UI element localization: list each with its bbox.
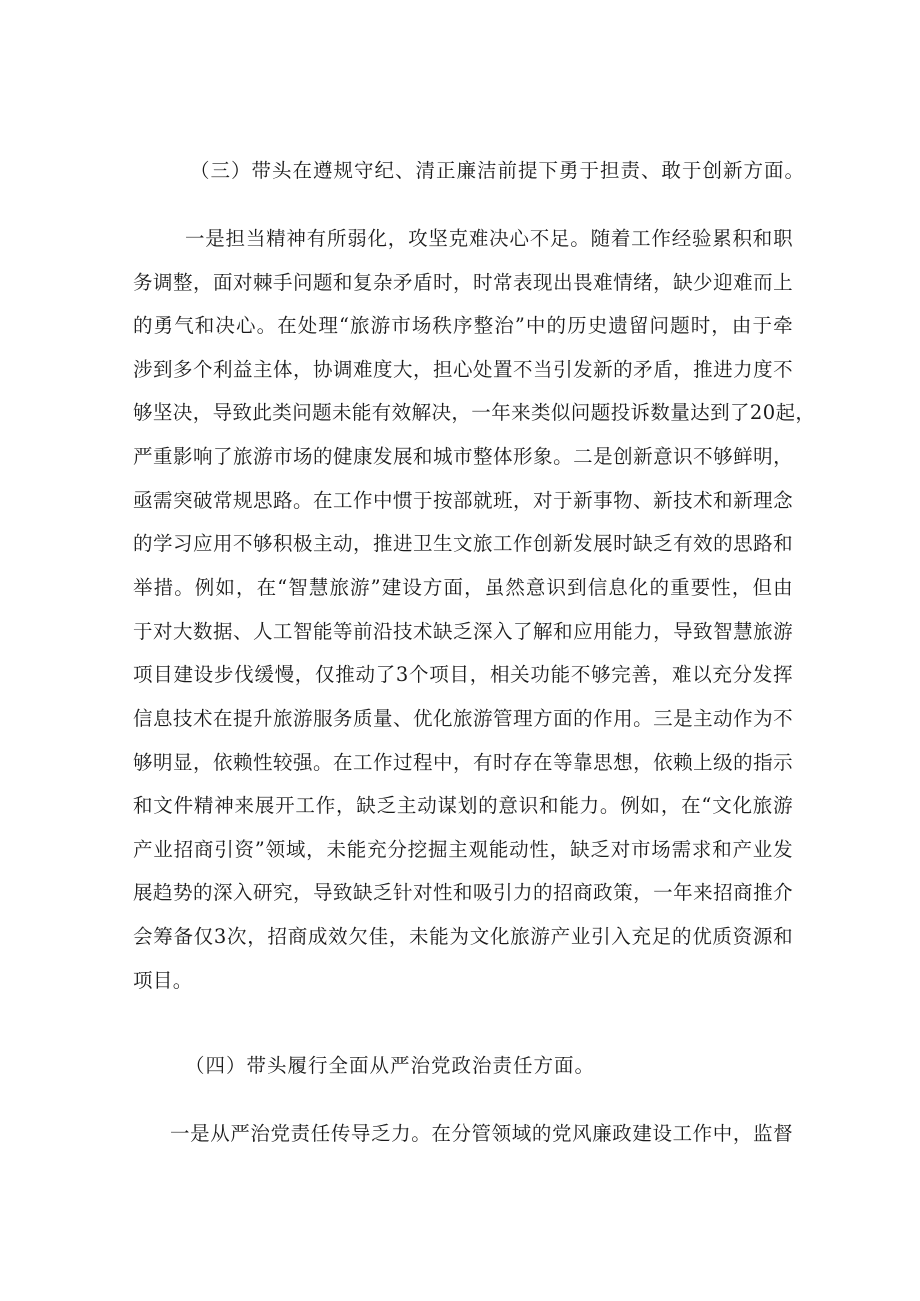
section-four-heading: （四）带头履行全面从严治党政治责任方面。 [185, 1054, 596, 1077]
paragraph-line: 信息技术在提升旅游服务质量、优化旅游管理方面的作用。三是主动作为不 [133, 707, 793, 730]
paragraph-line: 项目建设步伐缓慢，仅推动了3个项目，相关功能不够完善，难以充分发挥 [133, 663, 793, 686]
paragraph-line: 的勇气和决心。在处理“旅游市场秩序整治”中的历史遗留问题时，由于牵 [133, 314, 793, 337]
paragraph-line: 展趋势的深入研究，导致缺乏针对性和吸引力的招商政策，一年来招商推介 [133, 881, 793, 904]
paragraph-line: 产业招商引资”领域，未能充分挖掘主观能动性，缺乏对市场需求和产业发 [133, 838, 793, 861]
paragraph-line: 项目。 [133, 969, 193, 992]
paragraph-line: 够明显，依赖性较强。在工作过程中，有时存在等靠思想，依赖上级的指示 [133, 751, 793, 774]
paragraph-line: 亟需突破常规思路。在工作中惯于按部就班，对于新事物、新技术和新理念 [133, 489, 793, 512]
paragraph-line: 于对大数据、人工智能等前沿技术缺乏深入了解和应用能力，导致智慧旅游 [133, 620, 793, 643]
paragraph-line: 严重影响了旅游市场的健康发展和城市整体形象。二是创新意识不够鲜明， [133, 445, 793, 468]
paragraph-line: 会筹备仅3次，招商成效欠佳，未能为文化旅游产业引入充足的优质资源和 [133, 925, 793, 948]
paragraph-line: 够坚决，导致此类问题未能有效解决，一年来类似问题投诉数量达到了20起， [133, 401, 816, 424]
paragraph-line: 举措。例如，在“智慧旅游”建设方面，虽然意识到信息化的重要性，但由 [133, 576, 793, 599]
paragraph-line: 的学习应用不够积极主动，推进卫生文旅工作创新发展时缺乏有效的思路和 [133, 532, 793, 555]
paragraph-line: 一是从严治党责任传导乏力。在分管领域的党风廉政建设工作中，监督 [170, 1122, 793, 1145]
paragraph-line: 和文件精神来展开工作，缺乏主动谋划的意识和能力。例如，在“文化旅游 [133, 794, 793, 817]
paragraph-line: 一是担当精神有所弱化，攻坚克难决心不足。随着工作经验累积和职 [185, 227, 793, 250]
section-three-heading: （三）带头在遵规守纪、清正廉洁前提下勇于担责、敢于创新方面。 [190, 159, 806, 182]
paragraph-line: 务调整，面对棘手问题和复杂矛盾时，时常表现出畏难情绪，缺少迎难而上 [133, 271, 793, 294]
paragraph-line: 涉到多个利益主体，协调难度大，担心处置不当引发新的矛盾，推进力度不 [133, 358, 793, 381]
